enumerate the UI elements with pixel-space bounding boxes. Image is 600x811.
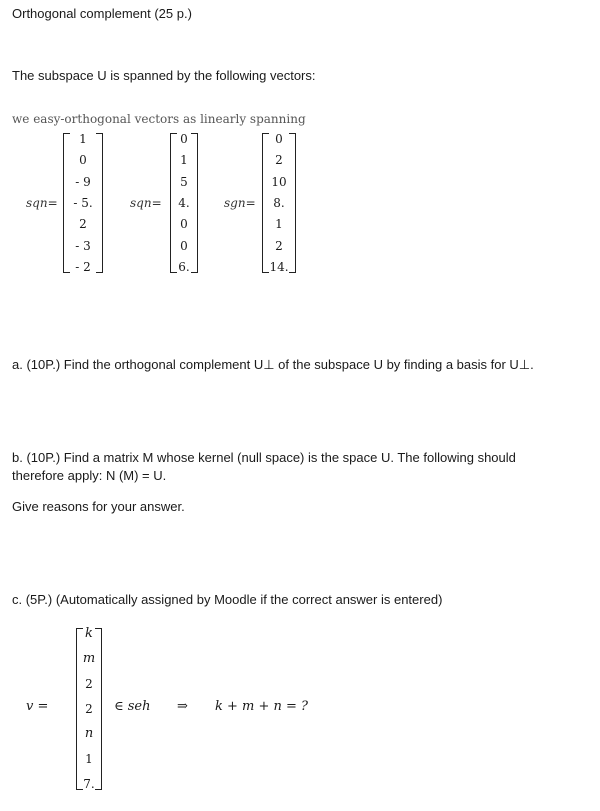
vector-2-entry: 4. <box>178 195 190 210</box>
equation-rhs: k + m + n = ? <box>215 699 309 714</box>
vector-2-entry: 0 <box>180 132 188 146</box>
vector-1-entry: - 5. <box>73 195 93 210</box>
part-b-text-line-1: b. (10P.) Find a matrix M whose kernel (null space) is the space U. The following should <box>12 450 516 465</box>
cropped-text-line: we easy-orthogonal vectors as linearly spanning <box>12 112 306 126</box>
equation-entry: n <box>84 726 94 741</box>
page-title: Orthogonal complement (25 p.) <box>12 6 192 21</box>
vector-1-entry: - 9 <box>75 174 91 189</box>
equation-entry: 1 <box>85 752 93 766</box>
implies-arrow-icon: ⇒ <box>177 699 188 714</box>
vector-2-entry: 6. <box>178 259 190 274</box>
vector-1-entry: 1 <box>79 132 87 146</box>
vector-3-entry: 2 <box>275 153 283 168</box>
vector-2-entry: 5 <box>180 174 188 189</box>
equation-entry: k <box>85 626 93 641</box>
part-b-reason: Give reasons for your answer. <box>12 499 185 514</box>
vector-3-entry: 1 <box>275 217 283 232</box>
vector-1-entry: 2 <box>79 217 87 232</box>
equation-entry: m <box>82 651 96 666</box>
vector-label-3: sgn= <box>224 196 256 210</box>
vector-label-1: sqn= <box>26 196 58 210</box>
part-b-text-line-2: therefore apply: N (M) = U. <box>12 468 167 483</box>
vector-2-entry: 0 <box>180 217 188 232</box>
vector-2-entry: 1 <box>180 153 188 168</box>
part-a-text: a. (10P.) Find the orthogonal complement U⊥ of the subspace U by finding a basis for U⊥. <box>12 357 534 372</box>
part-c-text: c. (5P.) (Automatically assigned by Moodle if the correct answer is entered) <box>12 592 443 607</box>
equation-membership: ∈ seh <box>114 699 151 714</box>
vector-3-matrix <box>262 133 296 273</box>
equation-vector-matrix <box>76 628 102 790</box>
intro-text: The subspace U is spanned by the following vectors: <box>12 68 316 83</box>
vector-3-entry: 8. <box>273 195 285 210</box>
vector-1-entry: 0 <box>79 153 87 168</box>
vector-1-entry: - 2 <box>75 259 91 274</box>
vector-2-matrix <box>170 133 198 273</box>
vector-3-entry: 0 <box>275 132 283 146</box>
vector-label-2: sqn= <box>130 196 162 210</box>
vector-3-entry: 10 <box>271 174 287 189</box>
vector-1-matrix <box>63 133 103 273</box>
equation-entry: 7. <box>83 777 95 791</box>
equation-entry: 2 <box>85 677 93 691</box>
equation-lhs: v = <box>26 699 49 714</box>
vector-3-entry: 2 <box>275 238 283 253</box>
vector-3-entry: 14. <box>269 259 289 274</box>
vector-1-entry: - 3 <box>75 238 91 253</box>
equation-entry: 2 <box>85 702 93 716</box>
vector-2-entry: 0 <box>180 238 188 253</box>
